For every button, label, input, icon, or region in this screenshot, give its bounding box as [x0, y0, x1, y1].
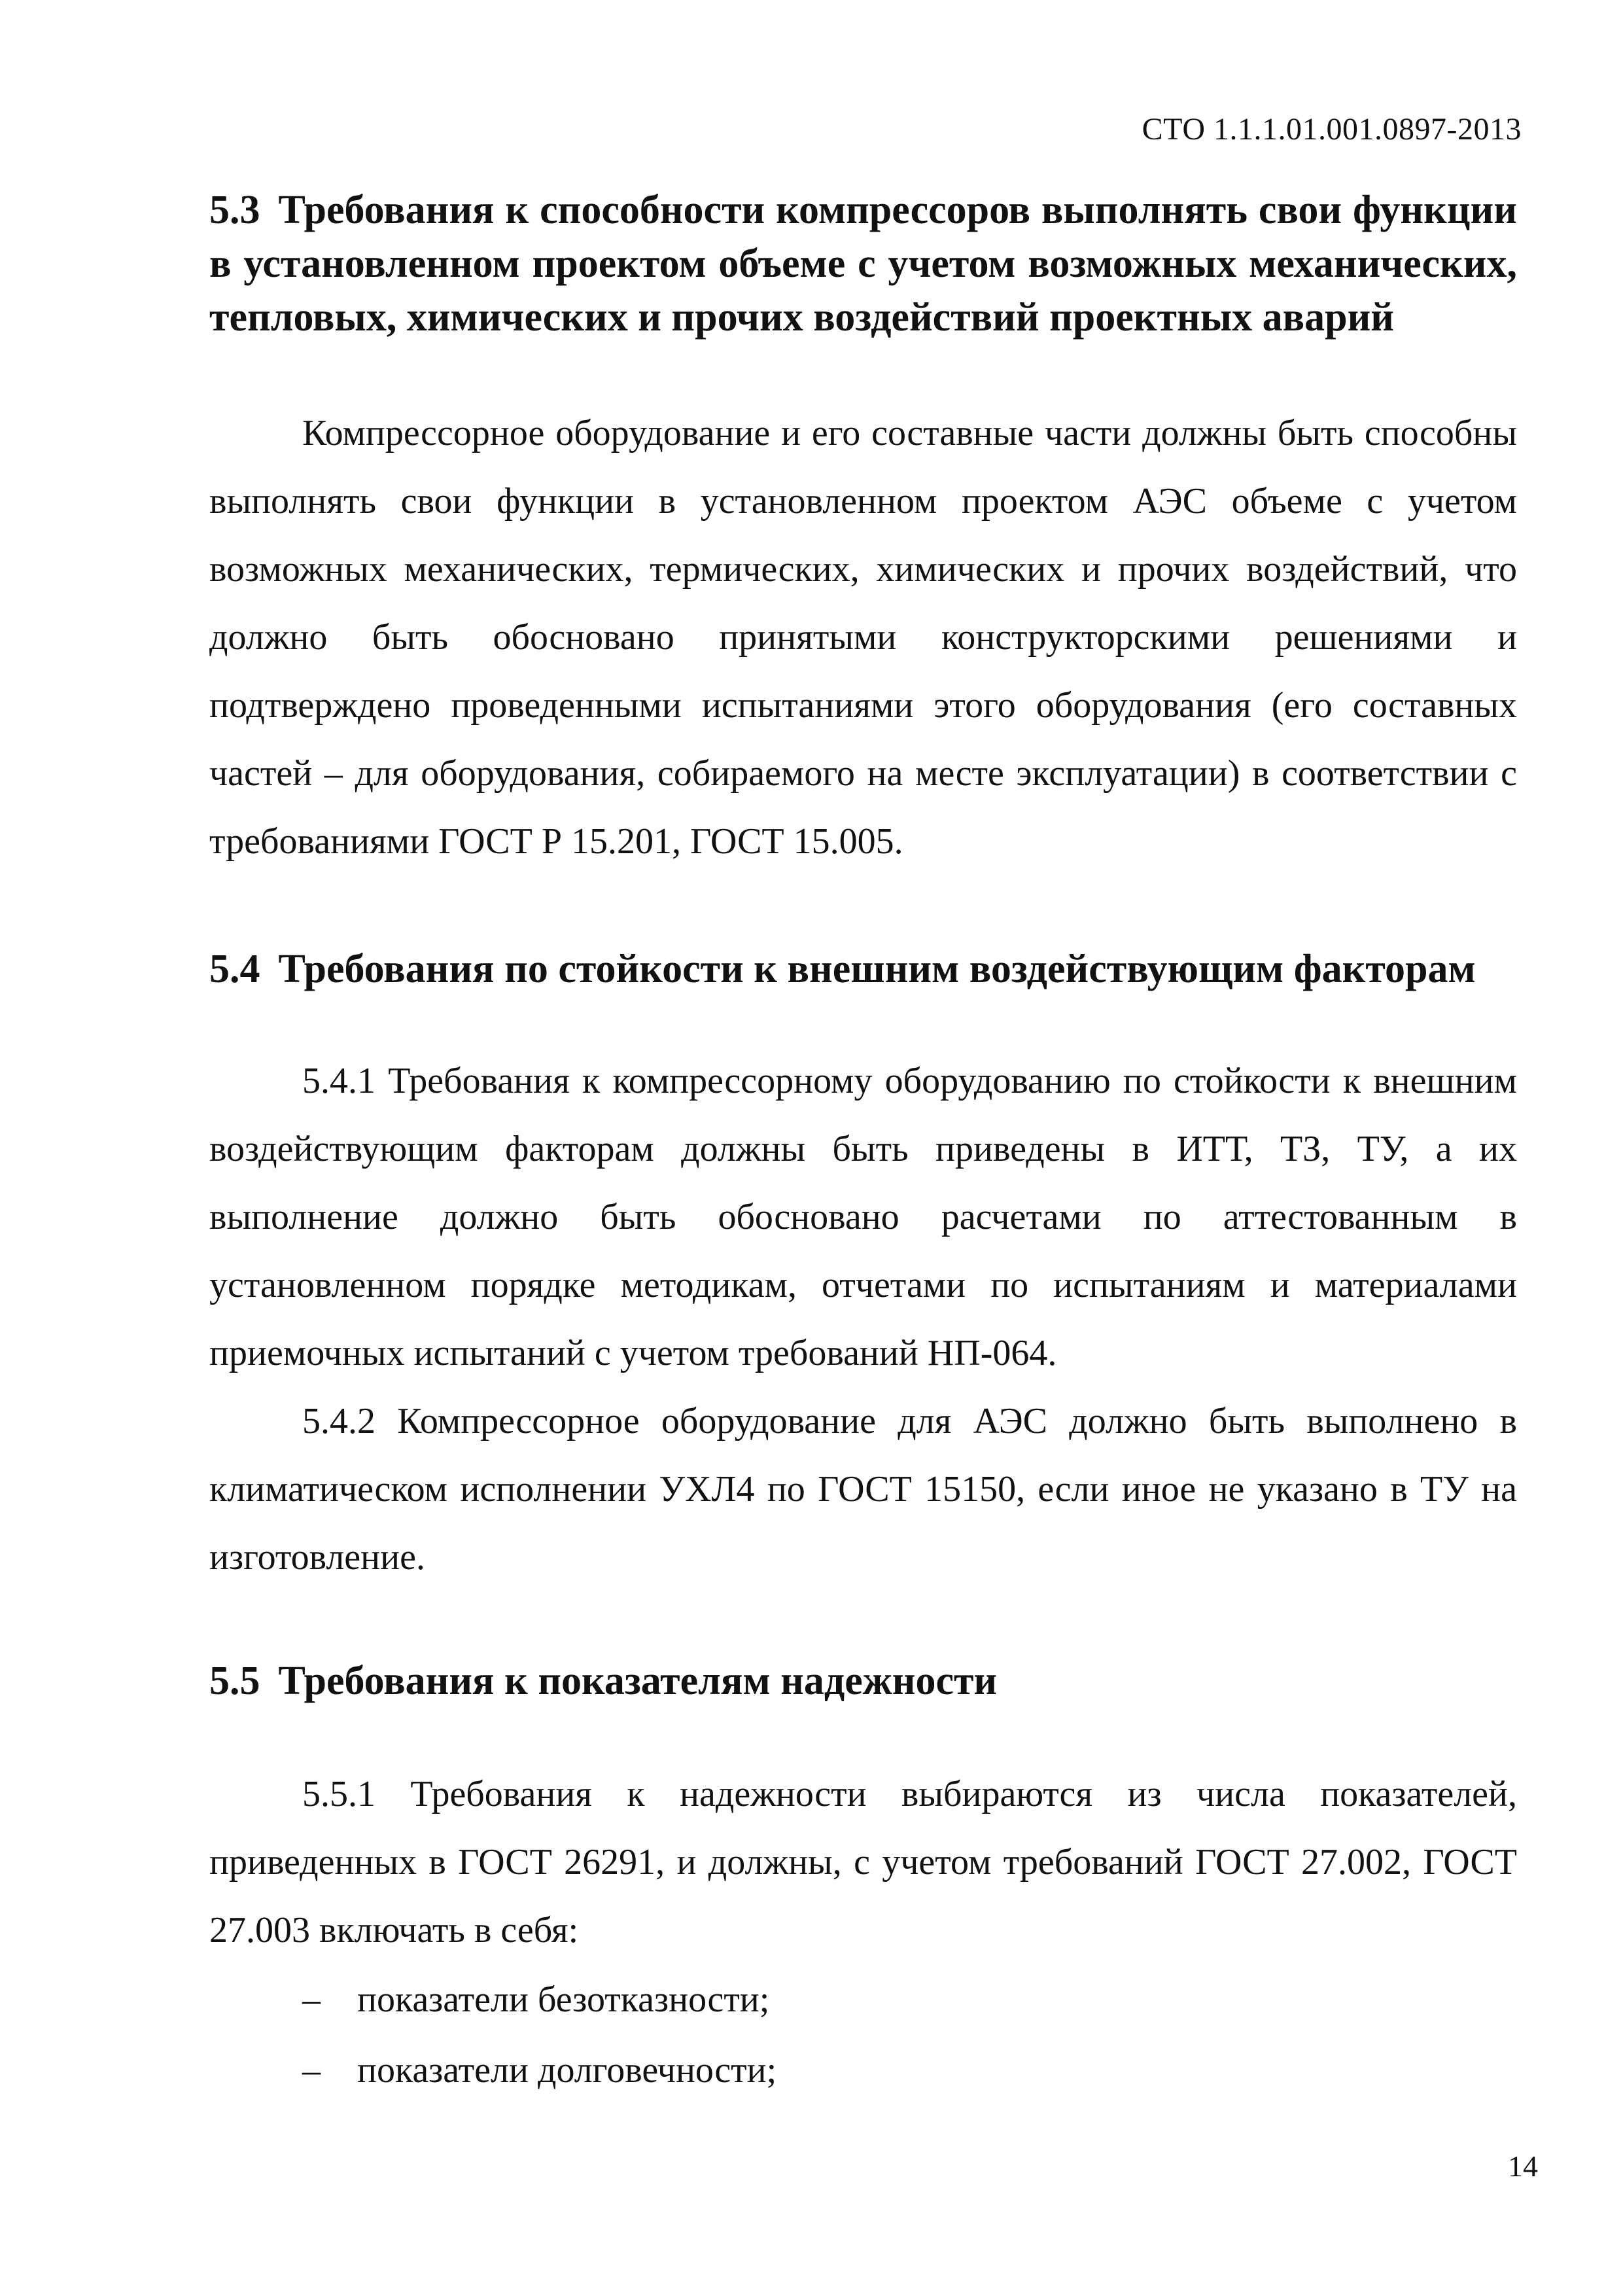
- list-item-text: показатели долговечности;: [357, 2050, 777, 2091]
- list-dash-marker: –: [302, 2050, 321, 2091]
- section-number: 5.5: [209, 1659, 260, 1703]
- section-title: Требования по стойкости к внешним воздействующим факторам: [278, 947, 1476, 991]
- page-content: [209, 183, 1517, 2106]
- section-number: 5.4: [209, 947, 260, 991]
- paragraph-5-4-1: 5.4.1 Требования к компрессорному оборудованию по стойкости к внешним воздействующим факторам должны быть приведены в ИТТ, ТЗ, ТУ, а их выполнение должно быть обосновано расчетами по аттестованным в установленном порядке методикам, отчетами по испытаниям и материалами приемочных испытаний с учетом требований НП-064.: [209, 1061, 1517, 1373]
- list-dash-marker: –: [302, 1979, 321, 2020]
- section-title: Требования к показателям надежности: [278, 1659, 998, 1703]
- list-item: [209, 1964, 1517, 2035]
- paragraph-5-3: Компрессорное оборудование и его составные части должны быть способны выполнять свои функции в установленном проектом АЭС объеме с учетом возможных механических, термических, химических и прочих воздействий, что должно быть обосновано принятыми конструкторскими решениями и подтверждено проведенными испытаниями этого оборудования (его составных частей – для оборудования, собираемого на месте эксплуатации) в соответствии с требованиями ГОСТ Р 15.201, ГОСТ 15.005.: [209, 413, 1517, 862]
- paragraph-5-4-2: 5.4.2 Компрессорное оборудование для АЭС должно быть выполнено в климатическом исполнении УХЛ4 по ГОСТ 15150, если иное не указано в ТУ на изготовление.: [209, 1401, 1517, 1578]
- section-heading-5-4: [209, 942, 1517, 996]
- section-title: Требования к способности компрессоров выполнять свои функции в установленном проектом объеме с учетом возможных механических, тепловых, химических и прочих воздействий проектных аварий: [209, 188, 1517, 340]
- document-code: СТО 1.1.1.01.001.0897-2013: [1142, 112, 1522, 147]
- page-number: 14: [1508, 2149, 1538, 2183]
- section-number: 5.3: [209, 188, 260, 232]
- section-heading-5-3: [209, 183, 1517, 344]
- list-item-text: показатели безотказности;: [357, 1979, 770, 2020]
- section-heading-5-5: [209, 1654, 1517, 1708]
- paragraph-5-5-1: 5.5.1 Требования к надежности выбираются из числа показателей, приведенных в ГОСТ 26291, и должны, с учетом требований ГОСТ 27.002, ГОСТ 27.003 включать в себя:: [209, 1774, 1517, 1951]
- reliability-indicators-list: [209, 1964, 1517, 2106]
- list-item: [209, 2035, 1517, 2106]
